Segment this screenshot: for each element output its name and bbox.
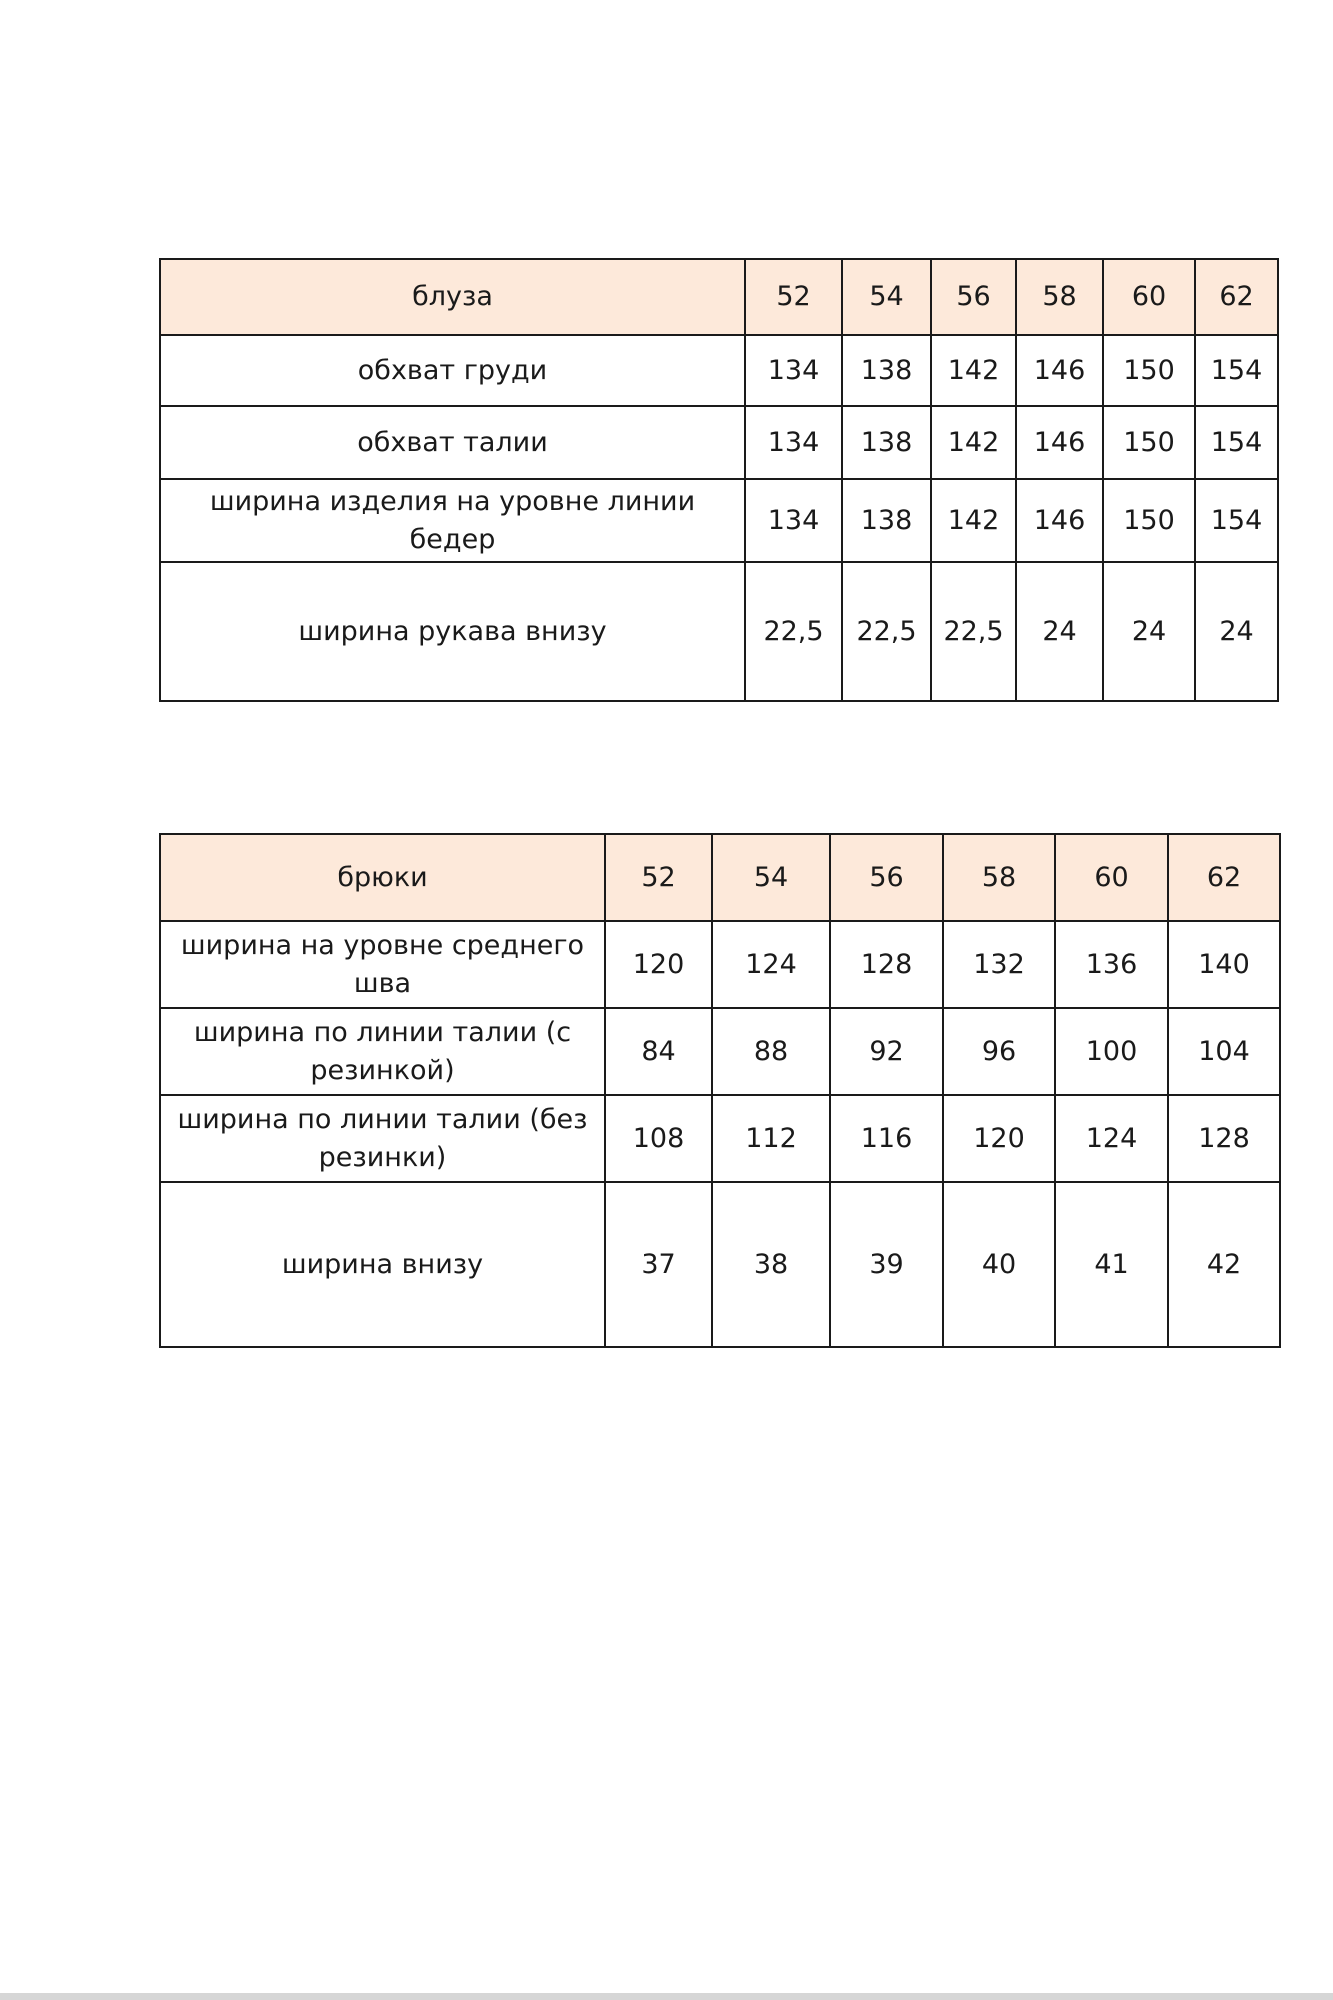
table-cell: 142: [931, 406, 1016, 479]
blouse-size-table: [159, 258, 1279, 702]
table-cell: 132: [943, 921, 1055, 1008]
table-cell: 154: [1195, 406, 1278, 479]
table-cell: 138: [842, 479, 931, 562]
table-cell: 150: [1103, 479, 1195, 562]
table-cell: 39: [830, 1182, 943, 1347]
table-cell: 112: [712, 1095, 830, 1182]
table-cell: 138: [842, 335, 931, 406]
table-cell: 120: [943, 1095, 1055, 1182]
row-label: ширина по линии талии (с резинкой): [160, 1008, 605, 1095]
table-cell: 134: [745, 335, 842, 406]
row-label: ширина изделия на уровне линии бедер: [160, 479, 745, 562]
table-cell: 38: [712, 1182, 830, 1347]
table-cell: 96: [943, 1008, 1055, 1095]
table-row: [160, 1008, 1280, 1095]
table-cell: 154: [1195, 335, 1278, 406]
table-row: [160, 562, 1278, 701]
table-cell: 88: [712, 1008, 830, 1095]
size-header: 62: [1195, 259, 1278, 335]
table-cell: 42: [1168, 1182, 1280, 1347]
table-cell: 124: [1055, 1095, 1168, 1182]
size-header: 60: [1055, 834, 1168, 921]
table-header-row: [160, 259, 1278, 335]
table-cell: 146: [1016, 335, 1103, 406]
table-cell: 136: [1055, 921, 1168, 1008]
table-cell: 41: [1055, 1182, 1168, 1347]
table-cell: 24: [1103, 562, 1195, 701]
table-cell: 22,5: [745, 562, 842, 701]
table-cell: 134: [745, 479, 842, 562]
table-cell: 128: [830, 921, 943, 1008]
table-cell: 128: [1168, 1095, 1280, 1182]
table-cell: 100: [1055, 1008, 1168, 1095]
table-cell: 150: [1103, 406, 1195, 479]
table-cell: 146: [1016, 406, 1103, 479]
table-cell: 104: [1168, 1008, 1280, 1095]
size-header: 54: [712, 834, 830, 921]
table-header-row: [160, 834, 1280, 921]
table-cell: 22,5: [842, 562, 931, 701]
size-header: 60: [1103, 259, 1195, 335]
table-cell: 116: [830, 1095, 943, 1182]
table-title: брюки: [160, 834, 605, 921]
size-header: 58: [943, 834, 1055, 921]
size-header: 58: [1016, 259, 1103, 335]
size-header: 54: [842, 259, 931, 335]
table-cell: 24: [1195, 562, 1278, 701]
table-row: [160, 1095, 1280, 1182]
table-cell: 150: [1103, 335, 1195, 406]
table-cell: 84: [605, 1008, 712, 1095]
row-label: обхват груди: [160, 335, 745, 406]
table-cell: 142: [931, 479, 1016, 562]
table-cell: 24: [1016, 562, 1103, 701]
table-cell: 108: [605, 1095, 712, 1182]
table-cell: 92: [830, 1008, 943, 1095]
row-label: ширина внизу: [160, 1182, 605, 1347]
table-cell: 154: [1195, 479, 1278, 562]
pants-size-table: [159, 833, 1281, 1348]
size-header: 56: [931, 259, 1016, 335]
bottom-divider: [0, 1993, 1333, 2000]
table-title: блуза: [160, 259, 745, 335]
table-cell: 146: [1016, 479, 1103, 562]
row-label: ширина по линии талии (без резинки): [160, 1095, 605, 1182]
table-row: [160, 406, 1278, 479]
table-cell: 140: [1168, 921, 1280, 1008]
table-cell: 134: [745, 406, 842, 479]
row-label: ширина на уровне среднего шва: [160, 921, 605, 1008]
size-header: 52: [745, 259, 842, 335]
table-row: [160, 1182, 1280, 1347]
table-cell: 40: [943, 1182, 1055, 1347]
table-cell: 37: [605, 1182, 712, 1347]
table-cell: 124: [712, 921, 830, 1008]
row-label: обхват талии: [160, 406, 745, 479]
table-cell: 138: [842, 406, 931, 479]
size-header: 62: [1168, 834, 1280, 921]
size-header: 56: [830, 834, 943, 921]
row-label: ширина рукава внизу: [160, 562, 745, 701]
table-row: [160, 479, 1278, 562]
table-cell: 142: [931, 335, 1016, 406]
size-header: 52: [605, 834, 712, 921]
table-cell: 120: [605, 921, 712, 1008]
table-row: [160, 921, 1280, 1008]
table-cell: 22,5: [931, 562, 1016, 701]
table-row: [160, 335, 1278, 406]
